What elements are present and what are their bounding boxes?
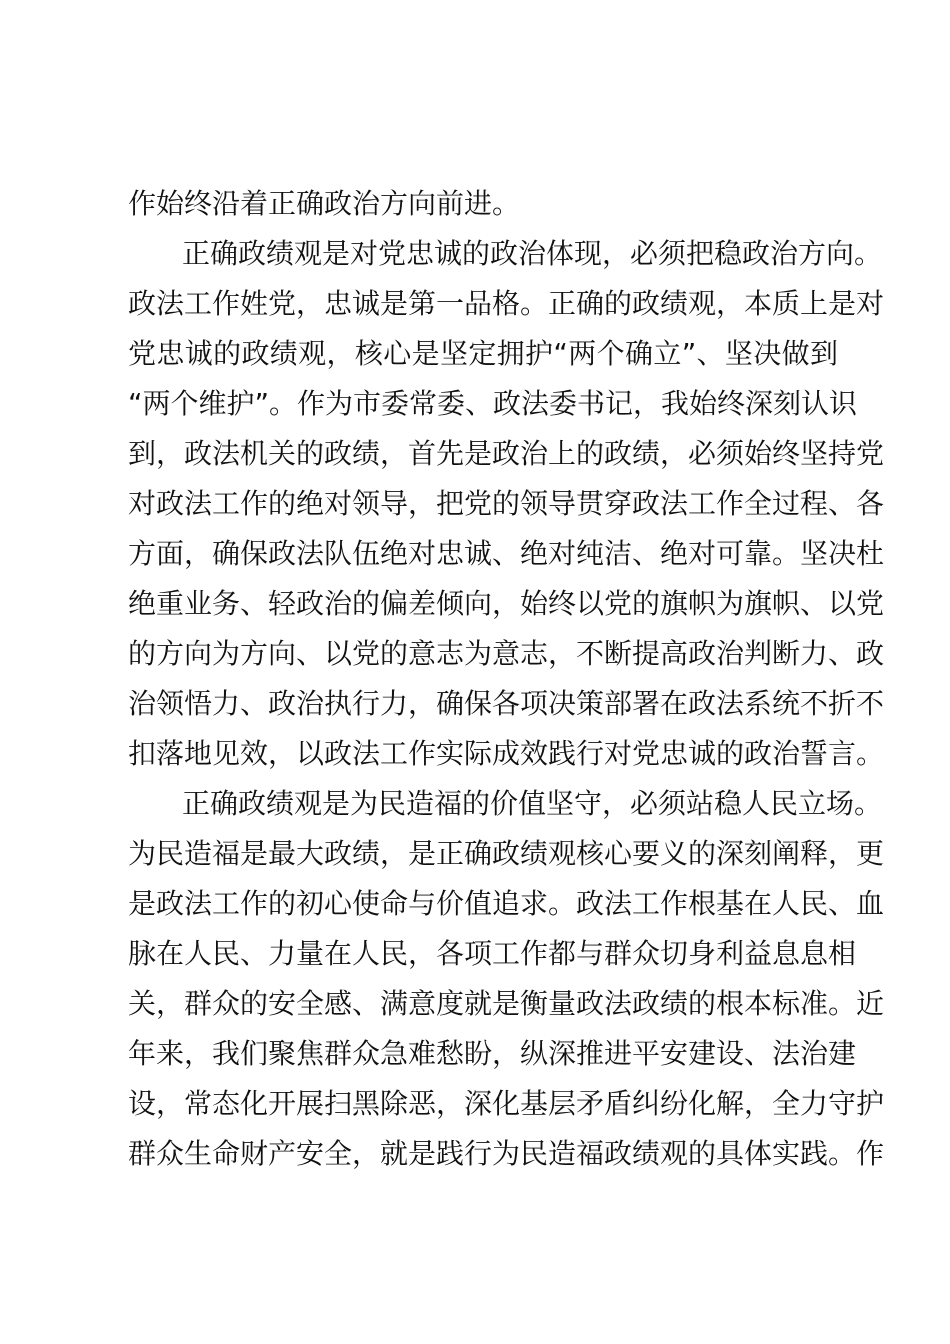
text-line: 为民造福是最大政绩，是正确政绩观核心要义的深刻阐释，更 [128,837,885,870]
text-line: 对政法工作的绝对领导，把党的领导贯穿政法工作全过程、各 [128,487,885,520]
text-line: 脉在人民、力量在人民，各项工作都与群众切身利益息息相 [128,937,857,970]
text-line: 方面，确保政法队伍绝对忠诚、绝对纯洁、绝对可靠。坚决杜 [128,537,885,570]
text-line: 党忠诚的政绩观，核心是坚定拥护“两个确立”、坚决做到 [128,337,838,370]
text-line: 到，政法机关的政绩，首先是政治上的政绩，必须始终坚持党 [128,437,885,470]
text-line: “两个维护”。作为市委常委、政法委书记，我始终深刻认识 [128,387,858,420]
text-line: 治领悟力、政治执行力，确保各项决策部署在政法系统不折不 [128,687,885,720]
text-line: 扣落地见效，以政法工作实际成效践行对党忠诚的政治誓言。 [128,737,885,770]
text-line: 群众生命财产安全，就是践行为民造福政绩观的具体实践。作 [128,1137,885,1170]
text-line: 关，群众的安全感、满意度就是衡量政法政绩的根本标准。近 [128,987,885,1020]
text-line: 作始终沿着正确政治方向前进。 [128,187,521,220]
text-line: 是政法工作的初心使命与价值追求。政法工作根基在人民、血 [128,887,885,920]
paragraph-first-line: 正确政绩观是对党忠诚的政治体现，必须把稳政治方向。 [182,237,883,270]
text-line: 绝重业务、轻政治的偏差倾向，始终以党的旗帜为旗帜、以党 [128,587,885,620]
text-line: 的方向为方向、以党的意志为意志，不断提高政治判断力、政 [128,637,885,670]
text-line: 政法工作姓党，忠诚是第一品格。正确的政绩观，本质上是对 [128,287,885,320]
paragraph-first-line: 正确政绩观是为民造福的价值坚守，必须站稳人民立场。 [182,787,883,820]
text-line: 设，常态化开展扫黑除恶，深化基层矛盾纠纷化解，全力守护 [128,1087,885,1120]
text-line: 年来，我们聚焦群众急难愁盼，纵深推进平安建设、法治建 [128,1037,857,1070]
